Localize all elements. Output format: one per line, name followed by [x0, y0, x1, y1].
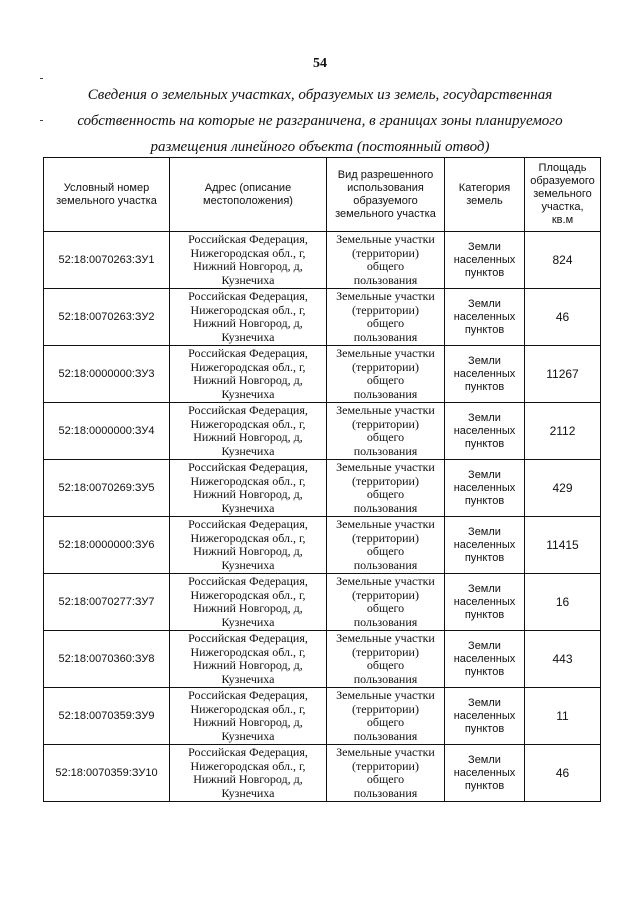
table-row — [44, 346, 601, 403]
scan-mark — [40, 78, 43, 79]
area-cell: 16 — [525, 574, 601, 631]
permitted-use-cell: Земельные участки (территории) общего пользования — [327, 631, 445, 688]
parcel-number-cell: 52:18:0070269:ЗУ5 — [44, 460, 170, 517]
parcel-number-cell: 52:18:0070277:ЗУ7 — [44, 574, 170, 631]
land-category-cell: Земли населенных пунктов — [445, 688, 525, 745]
parcel-number-cell: 52:18:0000000:ЗУ4 — [44, 403, 170, 460]
parcel-number-cell: 52:18:0070359:ЗУ10 — [44, 745, 170, 802]
address-cell: Российская Федерация, Нижегородская обл., г, Нижний Новгород, д, Кузнечиха — [170, 745, 327, 802]
table-row — [44, 460, 601, 517]
parcel-number-cell: 52:18:0070263:ЗУ1 — [44, 232, 170, 289]
title-line: собственность на которые не разграничена, в границах зоны планируемого — [77, 113, 563, 129]
address-cell: Российская Федерация, Нижегородская обл., г, Нижний Новгород, д, Кузнечиха — [170, 232, 327, 289]
land-category-cell: Земли населенных пунктов — [445, 460, 525, 517]
parcel-number-cell: 52:18:0000000:ЗУ6 — [44, 517, 170, 574]
address-cell: Российская Федерация, Нижегородская обл., г, Нижний Новгород, д, Кузнечиха — [170, 460, 327, 517]
header-land-category: Категория земель — [445, 158, 525, 232]
permitted-use-cell: Земельные участки (территории) общего пользования — [327, 517, 445, 574]
parcel-number-cell: 52:18:0070359:ЗУ9 — [44, 688, 170, 745]
parcel-number-cell: 52:18:0070263:ЗУ2 — [44, 289, 170, 346]
parcel-number-cell: 52:18:0070360:ЗУ8 — [44, 631, 170, 688]
area-cell: 824 — [525, 232, 601, 289]
title-line: размещения линейного объекта (постоянный отвод) — [150, 139, 490, 155]
parcel-number-cell: 52:18:0000000:ЗУ3 — [44, 346, 170, 403]
address-cell: Российская Федерация, Нижегородская обл., г, Нижний Новгород, д, Кузнечиха — [170, 517, 327, 574]
area-cell: 11 — [525, 688, 601, 745]
table-row — [44, 289, 601, 346]
land-category-cell: Земли населенных пунктов — [445, 232, 525, 289]
address-cell: Российская Федерация, Нижегородская обл., г, Нижний Новгород, д, Кузнечиха — [170, 403, 327, 460]
address-cell: Российская Федерация, Нижегородская обл., г, Нижний Новгород, д, Кузнечиха — [170, 631, 327, 688]
table-row — [44, 574, 601, 631]
table-row — [44, 688, 601, 745]
permitted-use-cell: Земельные участки (территории) общего пользования — [327, 346, 445, 403]
area-cell: 46 — [525, 289, 601, 346]
header-parcel-number: Условный номер земельного участка — [44, 158, 170, 232]
table-header-row — [44, 158, 601, 232]
permitted-use-cell: Земельные участки (территории) общего пользования — [327, 289, 445, 346]
area-cell: 46 — [525, 745, 601, 802]
land-category-cell: Земли населенных пунктов — [445, 745, 525, 802]
address-cell: Российская Федерация, Нижегородская обл., г, Нижний Новгород, д, Кузнечиха — [170, 574, 327, 631]
area-cell: 11267 — [525, 346, 601, 403]
header-area: Площадь образуемого земельного участка, кв.м — [525, 158, 601, 232]
area-cell: 443 — [525, 631, 601, 688]
table-row — [44, 403, 601, 460]
header-address: Адрес (описание местоположения) — [170, 158, 327, 232]
title-line: Сведения о земельных участках, образуемых из земель, государственная — [87, 87, 553, 103]
permitted-use-cell: Земельные участки (территории) общего пользования — [327, 232, 445, 289]
land-category-cell: Земли населенных пунктов — [445, 631, 525, 688]
land-category-cell: Земли населенных пунктов — [445, 346, 525, 403]
area-cell: 11415 — [525, 517, 601, 574]
header-permitted-use: Вид разрешенного использования образуемого земельного участка — [327, 158, 445, 232]
area-cell: 429 — [525, 460, 601, 517]
table-row — [44, 745, 601, 802]
land-category-cell: Земли населенных пунктов — [445, 403, 525, 460]
permitted-use-cell: Земельные участки (территории) общего пользования — [327, 688, 445, 745]
table-row — [44, 631, 601, 688]
address-cell: Российская Федерация, Нижегородская обл., г, Нижний Новгород, д, Кузнечиха — [170, 289, 327, 346]
address-cell: Российская Федерация, Нижегородская обл., г, Нижний Новгород, д, Кузнечиха — [170, 346, 327, 403]
land-category-cell: Земли населенных пунктов — [445, 517, 525, 574]
land-category-cell: Земли населенных пунктов — [445, 289, 525, 346]
permitted-use-cell: Земельные участки (территории) общего пользования — [327, 574, 445, 631]
page-number: 54 — [313, 56, 327, 71]
table-row — [44, 517, 601, 574]
land-category-cell: Земли населенных пунктов — [445, 574, 525, 631]
table-row — [44, 232, 601, 289]
document-title — [60, 82, 580, 160]
land-parcels-table — [43, 157, 601, 802]
permitted-use-cell: Земельные участки (территории) общего пользования — [327, 745, 445, 802]
scan-mark — [40, 120, 43, 121]
permitted-use-cell: Земельные участки (территории) общего пользования — [327, 460, 445, 517]
area-cell: 2112 — [525, 403, 601, 460]
address-cell: Российская Федерация, Нижегородская обл., г, Нижний Новгород, д, Кузнечиха — [170, 688, 327, 745]
permitted-use-cell: Земельные участки (территории) общего пользования — [327, 403, 445, 460]
